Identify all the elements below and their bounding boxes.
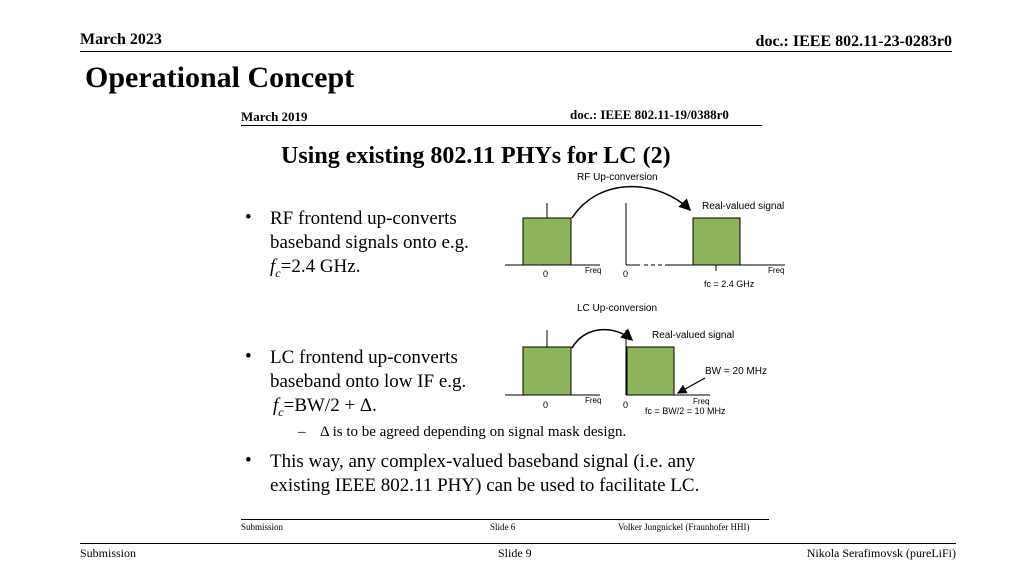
lc-freq-left: Freq (585, 396, 602, 405)
lc-zero-right: 0 (623, 400, 629, 410)
rf-caption: RF Up-conversion (577, 172, 658, 183)
lc-zero-left: 0 (543, 400, 549, 410)
sub-bullet-dash: – (298, 424, 306, 440)
footer-left: Submission (80, 546, 137, 560)
embedded-doc-id: doc.: IEEE 802.11-19/0388r0 (570, 107, 729, 122)
bullet-2-line2: baseband onto low IF e.g. (270, 371, 467, 392)
rf-baseband-box (523, 218, 571, 265)
fc-var-2: f (273, 395, 279, 416)
footer-center: Slide 9 (498, 546, 532, 560)
embedded-title: Using existing 802.11 PHYs for LC (2) (281, 143, 671, 169)
embedded-footer-left: Submission (241, 522, 284, 532)
lc-signal-box (627, 347, 674, 395)
lc-baseband-box (523, 347, 571, 395)
fc-var-1: f (270, 256, 276, 277)
bullet-1-line2: baseband signals onto e.g. (270, 232, 469, 253)
lc-bw-pointer (678, 378, 705, 393)
rf-freq-right: Freq (768, 266, 785, 275)
embedded-footer-right: Volker Jungnickel (Fraunhofer HHI) (618, 522, 750, 532)
footer-rule (80, 543, 956, 544)
bullet-3-line1: This way, any complex-valued baseband signal (i.e. any (270, 451, 696, 472)
footer-right: Nikola Serafimovsk (pureLiFi) (806, 546, 956, 560)
lc-arrow (572, 330, 632, 348)
lc-caption: LC Up-conversion (577, 303, 658, 314)
bullet-dot-2: • (245, 346, 252, 367)
embedded-footer-rule (241, 519, 769, 520)
rf-zero-right: 0 (623, 269, 629, 279)
rf-signal-label: Real-valued signal (702, 201, 785, 212)
fc-rest-2: =BW/2 + Δ. (283, 395, 377, 416)
sub-bullet: Δ is to be agreed depending on signal mask design. (320, 424, 627, 440)
slide-title: Operational Concept (85, 61, 355, 94)
bullet-dot-1: • (245, 207, 252, 228)
header-date: March 2023 (80, 31, 162, 48)
fc-sub-2: c (278, 404, 284, 419)
rf-arrow (572, 187, 690, 218)
lc-freq-right: Freq (693, 397, 710, 406)
lc-bw-label: BW = 20 MHz (705, 366, 767, 377)
lc-fc-label: fc = BW/2 = 10 MHz (645, 406, 726, 416)
embedded-date: March 2019 (241, 109, 308, 124)
bullet-1-line1: RF frontend up-converts (270, 208, 457, 229)
rf-zero-left: 0 (543, 269, 549, 279)
bullet-2-line1: LC frontend up-converts (270, 347, 458, 368)
lc-signal-label: Real-valued signal (652, 330, 735, 341)
rf-freq-left: Freq (585, 266, 602, 275)
fc-sub-1: c (275, 265, 281, 280)
embedded-footer-center: Slide 6 (490, 522, 516, 532)
bullet-3-line2: existing IEEE 802.11 PHY) can be used to facilitate LC. (270, 475, 700, 496)
header-doc-id: doc.: IEEE 802.11-23-0283r0 (755, 33, 952, 50)
rf-fc-label: fc = 2.4 GHz (704, 279, 755, 289)
rf-signal-box (693, 218, 740, 265)
fc-rest-1: =2.4 GHz. (280, 256, 361, 277)
bullet-dot-3: • (245, 450, 252, 471)
